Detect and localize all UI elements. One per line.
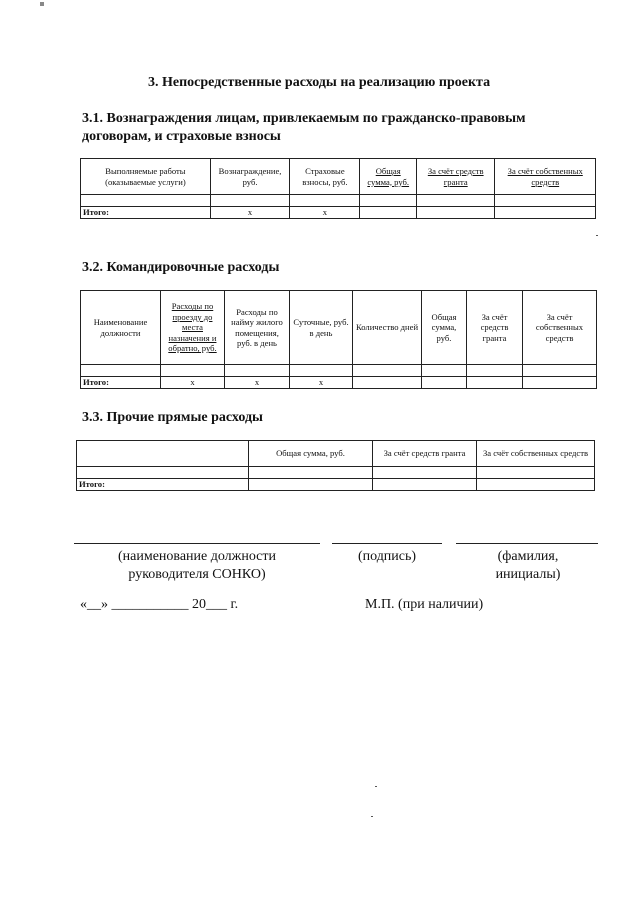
col-header: За счёт средств гранта (373, 441, 477, 467)
scan-speck (371, 816, 373, 817)
col-header: Количество дней (353, 291, 422, 365)
total-mark: x (290, 377, 353, 389)
table-cell[interactable] (373, 479, 477, 491)
table-cell[interactable] (477, 467, 595, 479)
table-cell[interactable] (360, 207, 417, 219)
position-signature-line[interactable] (74, 543, 320, 544)
total-label: Итого: (77, 479, 249, 491)
table-cell[interactable] (161, 365, 225, 377)
table-cell[interactable] (77, 441, 249, 467)
table-cell[interactable] (467, 377, 523, 389)
table-cell[interactable] (523, 365, 597, 377)
table-cell[interactable] (416, 207, 495, 219)
table-cell[interactable] (81, 195, 211, 207)
section-heading-3-2: 3.2. Командировочные расходы (82, 260, 280, 275)
col-header: Общая сумма, руб. (422, 291, 467, 365)
table-cell[interactable] (210, 195, 290, 207)
table-cell[interactable] (523, 377, 597, 389)
table-cell[interactable] (249, 479, 373, 491)
stamp-note: М.П. (при наличии) (365, 597, 484, 612)
col-header: Расходы по найму жилого помещения, руб. в день (225, 291, 290, 365)
col-header: Наименование должности (81, 291, 161, 365)
col-header: Общая сумма, руб. (360, 159, 417, 195)
table-other-expenses (76, 440, 595, 491)
col-header: За счёт собственных средств (495, 159, 596, 195)
table-civil-contracts (80, 158, 596, 219)
table-travel-expenses (80, 290, 597, 389)
section-heading-3-3: 3.3. Прочие прямые расходы (82, 410, 263, 425)
position-caption: (наименование должности руководителя СОНКО) (117, 549, 277, 582)
table-cell[interactable] (77, 467, 249, 479)
table-cell[interactable] (353, 365, 422, 377)
table-cell[interactable] (353, 377, 422, 389)
col-header: Выполняемые работы (оказываемые услуги) (81, 159, 211, 195)
col-header: Вознаграждение, руб. (210, 159, 290, 195)
total-mark: x (290, 207, 360, 219)
table-cell[interactable] (416, 195, 495, 207)
table-cell[interactable] (225, 365, 290, 377)
signature-caption: (подпись) (357, 549, 417, 564)
name-caption: (фамилия, инициалы) (495, 549, 561, 582)
table-cell[interactable] (81, 365, 161, 377)
table-cell[interactable] (495, 207, 596, 219)
page-title: 3. Непосредственные расходы на реализацию проекта (148, 75, 491, 90)
total-mark: x (225, 377, 290, 389)
table-cell[interactable] (290, 365, 353, 377)
table-cell[interactable] (467, 365, 523, 377)
table-cell[interactable] (290, 195, 360, 207)
total-mark: x (210, 207, 290, 219)
scan-speck (375, 786, 377, 787)
col-header: Расходы по проезду до места назначения и обратно, руб. (161, 291, 225, 365)
table-cell[interactable] (495, 195, 596, 207)
name-signature-line[interactable] (456, 543, 598, 544)
signature-line[interactable] (332, 543, 442, 544)
total-label: Итого: (81, 207, 211, 219)
table-cell[interactable] (360, 195, 417, 207)
scan-speck (40, 2, 44, 6)
table-cell[interactable] (249, 467, 373, 479)
total-mark: x (161, 377, 225, 389)
table-cell[interactable] (373, 467, 477, 479)
table-cell[interactable] (422, 377, 467, 389)
col-header: За счёт средств гранта (467, 291, 523, 365)
table-cell[interactable] (477, 479, 595, 491)
col-header: За счёт средств гранта (416, 159, 495, 195)
col-header: Общая сумма, руб. (249, 441, 373, 467)
section-heading-3-1: 3.1. Вознаграждения лицам, привлекаемым по гражданско-правовым договорам, и страховые взносы (82, 111, 526, 144)
date-line: «__» ___________ 20___ г. (80, 597, 239, 612)
scan-speck (596, 235, 598, 236)
col-header: Страховые взносы, руб. (290, 159, 360, 195)
col-header: За счёт собственных средств (523, 291, 597, 365)
total-label: Итого: (81, 377, 161, 389)
col-header: Суточные, руб. в день (290, 291, 353, 365)
table-cell[interactable] (422, 365, 467, 377)
col-header: За счёт собственных средств (477, 441, 595, 467)
